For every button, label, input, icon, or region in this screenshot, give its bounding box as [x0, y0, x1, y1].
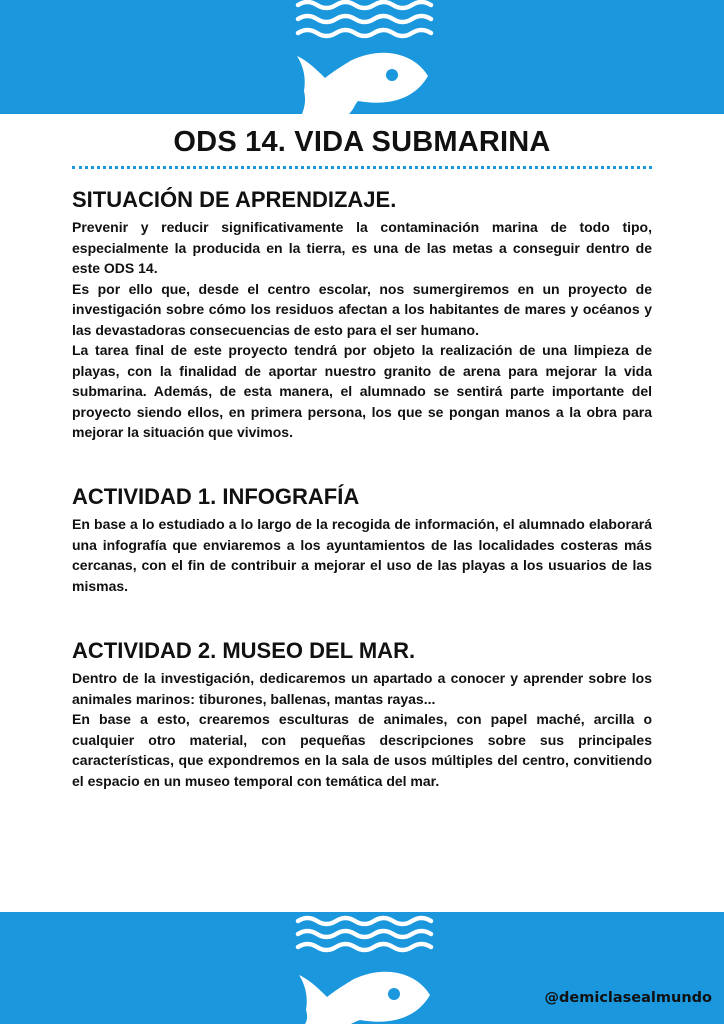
section-heading: ACTIVIDAD 1. INFOGRAFÍA	[72, 484, 360, 509]
section-actividad-1	[72, 484, 652, 596]
author-handle: @demiclasealmundo	[544, 990, 712, 1006]
paragraph: En base a esto, crearemos esculturas de animales, con papel maché, arcilla o cualquier otro material, con pequeñas descripciones sobre sus principales características, que expondremos en la sala de usos múltiples del centro, convitiendo el espacio en un museo temporal con temática del mar.	[72, 711, 652, 789]
dotted-divider	[72, 166, 652, 169]
paragraph: Es por ello que, desde el centro escolar, nos sumergiremos en un proyecto de investigación sobre cómo los residuos afectan a los habitantes de mares y océanos y las devastadoras consecuencias de esto para el ser humano.	[72, 280, 652, 338]
page-title: ODS 14. VIDA SUBMARINA	[173, 126, 551, 158]
fish-waves-icon	[0, 912, 724, 1024]
paragraph: En base a lo estudiado a lo largo de la recogida de información, el alumnado elaborará una infografía que enviaremos a los ayuntamientos de las localidades costeras más cercanas, con el fin de contribuir a mejorar el uso de las playas a los usuarios de las mismas.	[72, 516, 652, 594]
paragraph: Dentro de la investigación, dedicaremos un apartado a conocer y aprender sobre los animales marinos: tiburones, ballenas, mantas rayas...	[72, 670, 652, 707]
section-situacion	[72, 187, 652, 443]
section-heading: SITUACIÓN DE APRENDIZAJE.	[72, 187, 397, 212]
paragraph: La tarea final de este proyecto tendrá por objeto la realización de una limpieza de playas, con la finalidad de aportar nuestro granito de arena para mejorar la vida submarina. Además, de esta manera, el alumnado se sentirá parte importante del proyecto siendo ellos, en primera persona, los que se pongan manos a la obra para mejorar la situación que vivimos.	[72, 342, 652, 440]
section-actividad-2	[72, 638, 652, 791]
fish-waves-icon	[0, 0, 724, 114]
footer-band	[0, 912, 724, 1024]
section-heading: ACTIVIDAD 2. MUSEO DEL MAR.	[72, 638, 416, 663]
paragraph: Prevenir y reducir significativamente la contaminación marina de todo tipo, especialmente la producida en la tierra, es una de las metas a conseguir dentro de este ODS 14.	[72, 219, 652, 276]
header-band	[0, 0, 724, 114]
